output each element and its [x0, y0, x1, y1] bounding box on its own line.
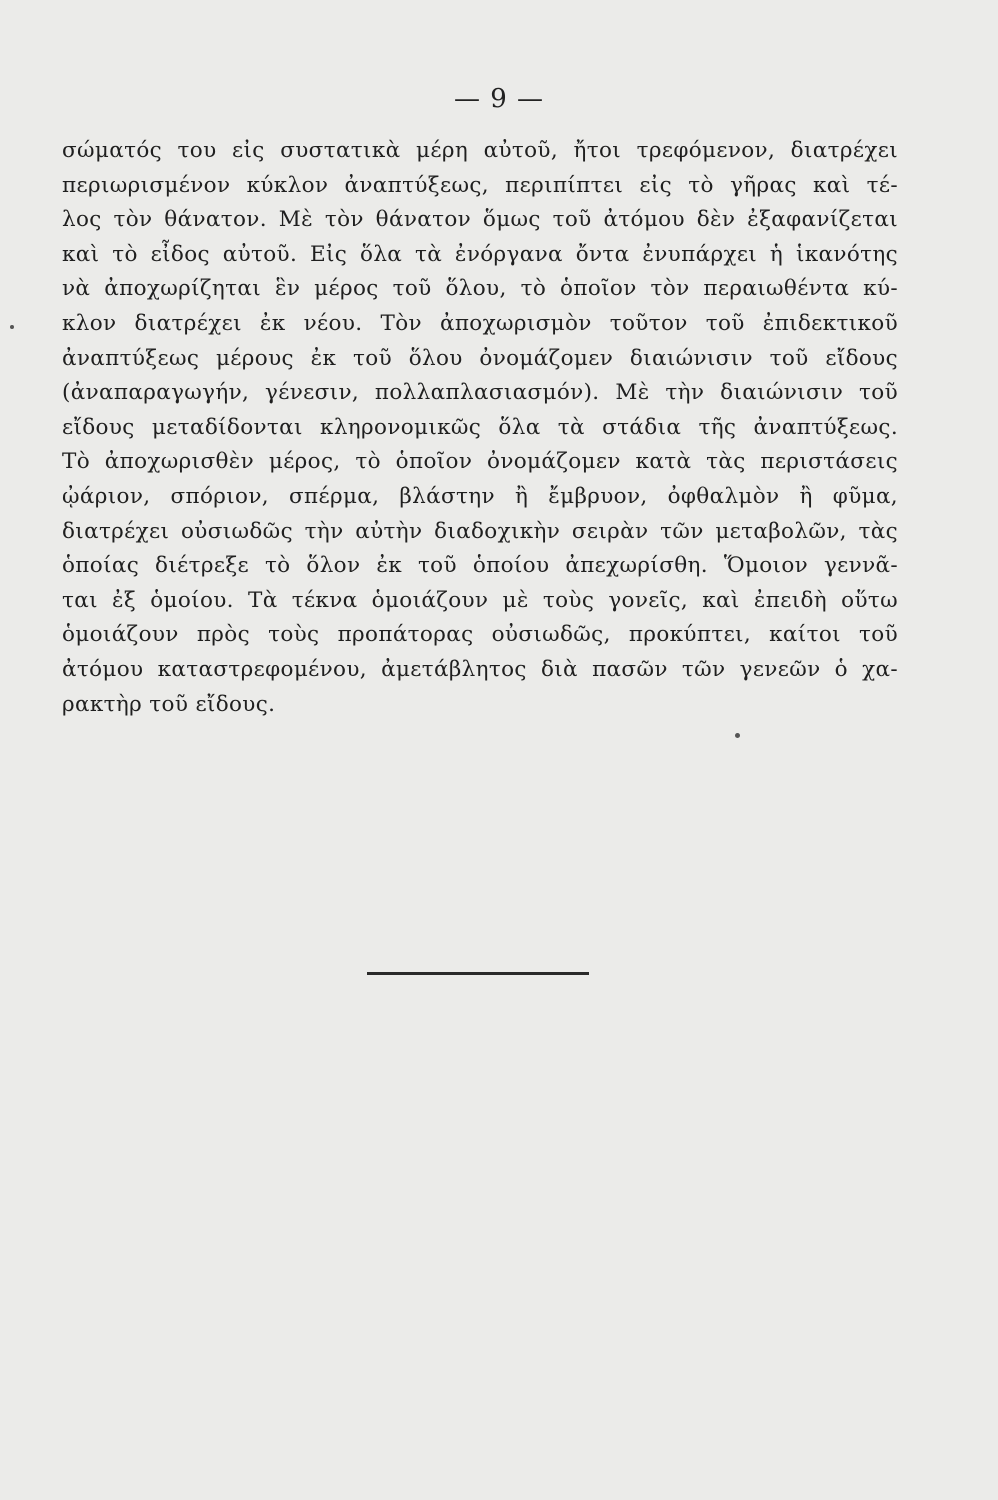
text-line: ται ἐξ ὁμοίου. Τὰ τέκνα ὁμοιάζουν μὲ τοὺς γονεῖς, καὶ ἐπειδὴ οὕτω — [62, 587, 898, 613]
text-line: ᾠάριον, σπόριον, σπέρμα, βλάστην ἢ ἔμβρυον, ὀφθαλμὸν ἢ φῦμα, — [62, 483, 898, 509]
text-line: λος τὸν θάνατον. Μὲ τὸν θάνατον ὅμως τοῦ ἀτόμου δὲν ἐξαφανίζεται — [62, 207, 898, 233]
section-divider-rule — [367, 972, 589, 975]
text-line: σώματός του εἰς συστατικὰ μέρη αὐτοῦ, ἤτοι τρεφόμενον, διατρέχει — [62, 138, 898, 163]
text-line: ὁποίας διέτρεξε τὸ ὅλον ἐκ τοῦ ὁποίου ἀπεχωρίσθη. Ὅμοιον γεννᾶ- — [62, 553, 898, 579]
text-line: Τὸ ἀποχωρισθὲν μέρος, τὸ ὁποῖον ὀνομάζομεν κατὰ τὰς περιστάσεις — [62, 449, 898, 475]
text-line: καὶ τὸ εἶδος αὐτοῦ. Εἰς ὅλα τὰ ἐνόργανα ὄντα ἐνυπάρχει ἡ ἱκανότης — [62, 241, 898, 267]
text-line: διατρέχει οὐσιωδῶς τὴν αὐτὴν διαδοχικὴν σειρὰν τῶν μεταβολῶν, τὰς — [62, 518, 898, 544]
print-speck — [10, 325, 14, 329]
text-line: περιωρισμένον κύκλον ἀναπτύξεως, περιπίπτει εἰς τὸ γῆρας καὶ τέ- — [62, 172, 898, 198]
body-text — [62, 134, 898, 722]
text-line: ὁμοιάζουν πρὸς τοὺς προπάτορας οὐσιωδῶς, προκύπτει, καίτοι τοῦ — [62, 622, 898, 648]
text-line: ἀναπτύξεως μέρους ἐκ τοῦ ὅλου ὀνομάζομεν διαιώνισιν τοῦ εἴδους — [62, 345, 898, 371]
text-line: εἴδους μεταδίδονται κληρονομικῶς ὅλα τὰ στάδια τῆς ἀναπτύξεως. — [62, 414, 898, 440]
page-number: — 9 — — [453, 84, 545, 114]
text-line: ἀτόμου καταστρεφομένου, ἀμετάβλητος διὰ πασῶν τῶν γενεῶν ὁ χα- — [62, 656, 898, 682]
text-line: (ἀναπαραγωγήν, γένεσιν, πολλαπλασιασμόν). Μὲ τὴν διαιώνισιν τοῦ — [62, 380, 898, 406]
text-line: νὰ ἀποχωρίζηται ἓν μέρος τοῦ ὅλου, τὸ ὁποῖον τὸν περαιωθέντα κύ- — [62, 276, 898, 302]
text-line-last: ρακτὴρ τοῦ εἴδους. — [62, 691, 276, 717]
print-speck — [735, 733, 740, 738]
text-line: κλον διατρέχει ἐκ νέου. Τὸν ἀποχωρισμὸν τοῦτον τοῦ ἐπιδεκτικοῦ — [62, 310, 898, 336]
